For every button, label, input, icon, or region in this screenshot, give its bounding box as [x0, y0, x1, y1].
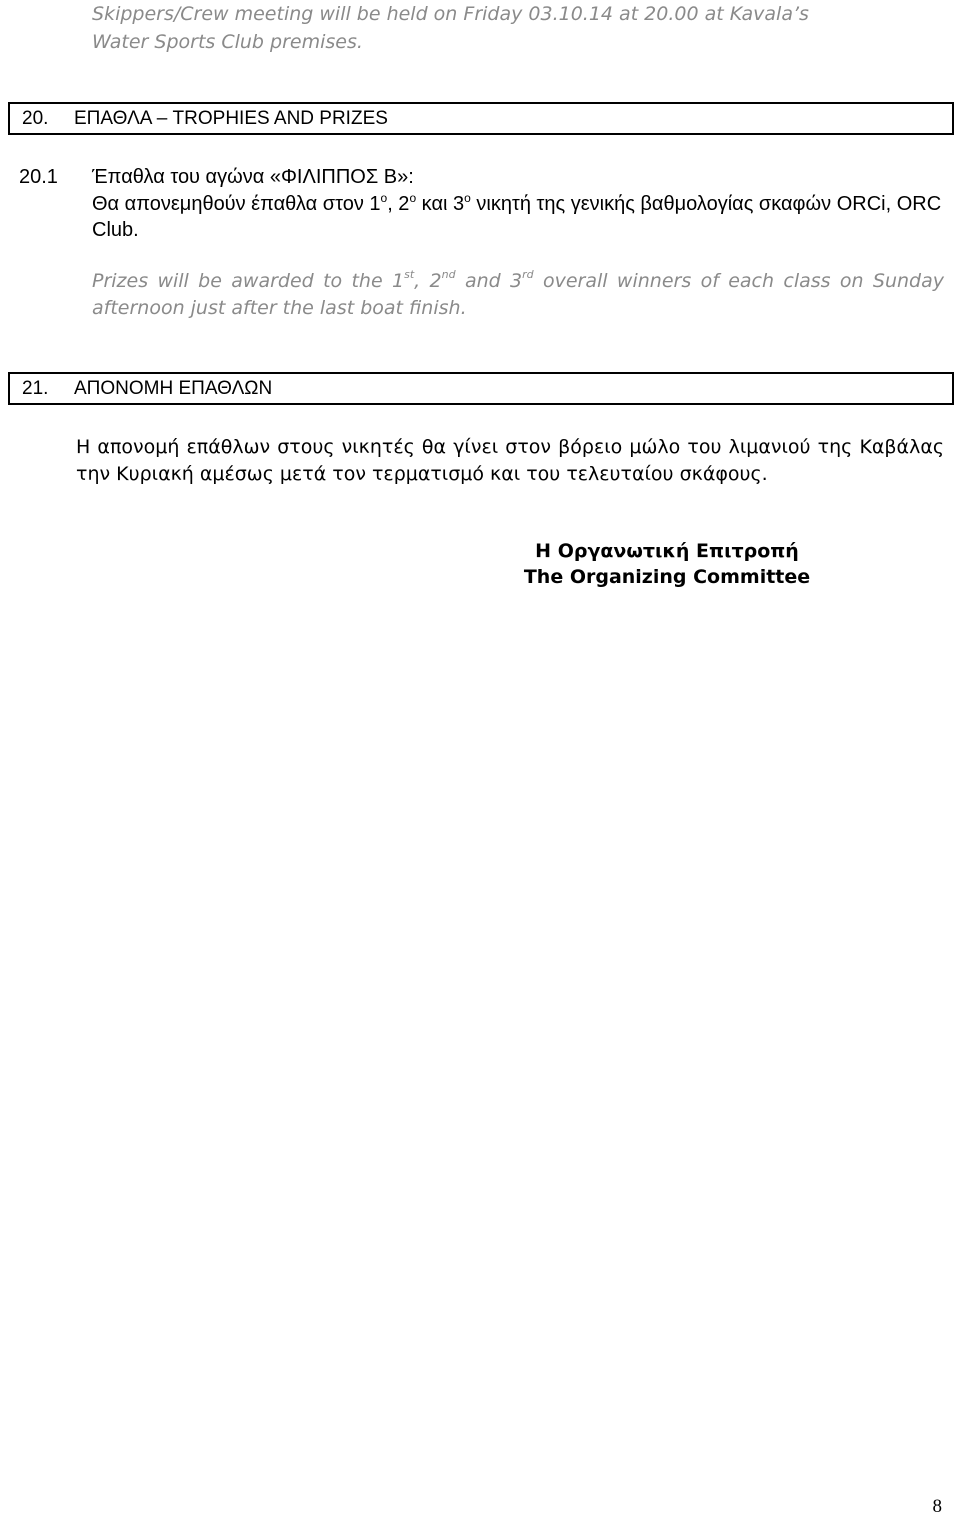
subsection-20-1-number: 20.1 [19, 166, 58, 188]
english-ordinal-1: st [404, 268, 415, 281]
greek-prize-text-4: νικητή της γενικής βαθμολογίας σκαφών ORCi, ORC Club. [92, 193, 942, 241]
greek-prize-text-3: και 3 [416, 193, 465, 215]
greek-ordinal-2: ο [409, 191, 417, 205]
section-20-number: 20. [22, 108, 49, 129]
section-21-number: 21. [22, 378, 49, 399]
skippers-meeting-line-1: Skippers/Crew meeting will be held on Friday 03.10.14 at 20.00 at Kavala’s [92, 3, 809, 25]
section-21-heading [8, 372, 954, 405]
award-ceremony-paragraph: Η απονομή επάθλων στους νικητές θα γίνει στον βόρειο μώλο του λιμανιού της Καβάλας την Κυριακή αμέσως μετά τον τερματισμό και του τελευταίου σκάφους. [76, 436, 944, 485]
section-20-title: ΕΠΑΘΛΑ – TROPHIES AND PRIZES [74, 108, 388, 129]
skippers-meeting-line-2: Water Sports Club premises. [92, 31, 363, 53]
subsection-20-1-title: Έπαθλα του αγώνα «ΦΙΛΙΠΠΟΣ Β»: [92, 166, 414, 188]
greek-prize-text-2: , 2 [387, 193, 410, 215]
greek-ordinal-3: ο [464, 191, 471, 205]
english-prize-text-1: Prizes will be awarded to the 1 [92, 270, 405, 292]
english-ordinal-2: nd [441, 268, 456, 281]
signature-block [520, 538, 814, 590]
english-prize-paragraph [92, 268, 944, 322]
english-prize-text-4: overall winners of each class on Sunday afternoon just after the last boat finish. [92, 270, 945, 319]
page-number: 8 [932, 1496, 942, 1517]
greek-prize-text-1: Θα απονεμηθούν έπαθλα στον 1 [92, 193, 381, 215]
english-prize-text-3: and 3 [455, 270, 523, 292]
section-21-title: ΑΠΟΝΟΜΗ ΕΠΑΘΛΩΝ [74, 378, 273, 399]
skippers-meeting-notice [92, 0, 952, 56]
greek-prize-paragraph [92, 191, 952, 243]
signature-greek: Η Οργανωτική Επιτροπή [535, 540, 799, 562]
greek-ordinal-1: ο [380, 191, 388, 205]
section-20-heading [8, 102, 954, 135]
signature-english: The Organizing Committee [523, 566, 811, 588]
english-prize-text-2: , 2 [414, 270, 442, 292]
english-ordinal-3: rd [522, 268, 534, 281]
